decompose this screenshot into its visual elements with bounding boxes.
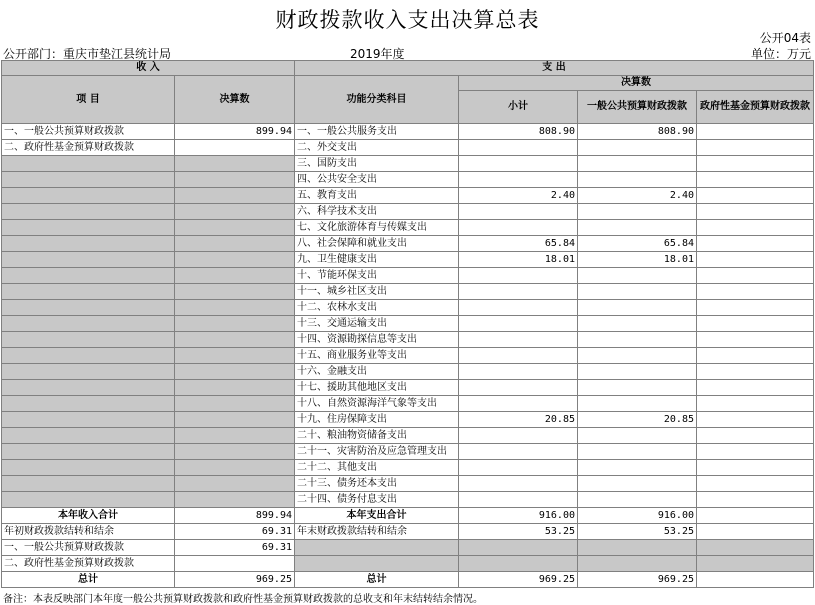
income-amount-cell [175,460,295,476]
expenditure-item-cell: 五、教育支出 [295,188,459,204]
table-row [2,396,814,412]
header-subtotal: 小计 [459,91,578,124]
carry-sub2-amount [175,556,295,572]
expenditure-total-subtotal: 916.00 [459,508,578,524]
carry-sub1-label: 一、一般公共预算财政拨款 [2,540,175,556]
expenditure-item-cell: 十五、商业服务业等支出 [295,348,459,364]
income-amount-cell [175,476,295,492]
unit-label: 单位：万元 [750,47,811,61]
expenditure-item-cell: 十六、金融支出 [295,364,459,380]
income-item-cell [2,412,175,428]
gov-fund-cell [697,444,814,460]
gov-fund-cell [697,140,814,156]
blank-cell [697,540,814,556]
general-budget-cell [578,428,697,444]
expenditure-item-cell: 十、节能环保支出 [295,268,459,284]
general-budget-cell [578,140,697,156]
subtotal-cell [459,444,578,460]
general-budget-cell: 65.84 [578,236,697,252]
general-budget-cell [578,460,697,476]
header-income: 收 入 [2,61,295,76]
income-amount-cell [175,188,295,204]
subtotal-cell [459,172,578,188]
expenditure-item-cell: 二十二、其他支出 [295,460,459,476]
gov-fund-cell [697,492,814,508]
report-table [1,60,814,588]
expenditure-item-cell: 三、国防支出 [295,156,459,172]
general-budget-cell [578,316,697,332]
grand-total-label-left: 总计 [2,572,175,588]
blank-cell [578,556,697,572]
expenditure-item-cell: 十八、自然资源海洋气象等支出 [295,396,459,412]
income-amount-cell [175,332,295,348]
income-amount-cell [175,220,295,236]
general-budget-cell [578,364,697,380]
general-budget-cell [578,380,697,396]
expenditure-item-cell: 二十、粮油物资储备支出 [295,428,459,444]
table-row [2,476,814,492]
gov-fund-cell [697,156,814,172]
expenditure-total-label: 本年支出合计 [295,508,459,524]
general-budget-cell [578,284,697,300]
expenditure-item-cell: 二十三、债务还本支出 [295,476,459,492]
table-row [2,348,814,364]
table-row [2,204,814,220]
subtotal-cell: 65.84 [459,236,578,252]
table-row [2,332,814,348]
income-amount-cell [175,284,295,300]
income-item-cell: 一、一般公共预算财政拨款 [2,124,175,140]
table-row [2,220,814,236]
income-amount-cell [175,380,295,396]
general-budget-cell [578,492,697,508]
subtotal-cell [459,284,578,300]
income-item-cell [2,220,175,236]
subtotal-cell [459,460,578,476]
income-amount-cell [175,300,295,316]
footnote: 备注：本表反映部门本年度一般公共预算财政拨款和政府性基金预算财政拨款的总收支和年末结转结余情况。 [3,594,483,605]
table-row [2,316,814,332]
table-row [2,300,814,316]
income-amount-cell [175,428,295,444]
income-item-cell [2,444,175,460]
gov-fund-cell [697,348,814,364]
gov-fund-cell [697,268,814,284]
income-amount-cell [175,412,295,428]
carryover-sub-row [2,540,814,556]
income-amount-cell [175,268,295,284]
gov-fund-cell [697,284,814,300]
expenditure-item-cell: 十七、援助其他地区支出 [295,380,459,396]
header-expenditure: 支 出 [295,61,814,76]
gov-fund-cell [697,204,814,220]
table-row [2,412,814,428]
income-item-cell [2,396,175,412]
gov-fund-cell [697,476,814,492]
header-final-group: 决算数 [459,76,814,91]
subtotal-cell [459,268,578,284]
income-amount-cell [175,252,295,268]
expenditure-item-cell: 八、社会保障和就业支出 [295,236,459,252]
general-budget-cell [578,444,697,460]
income-amount-cell [175,204,295,220]
income-amount-cell [175,316,295,332]
income-item-cell [2,204,175,220]
grand-total-general: 969.25 [578,572,697,588]
grand-total-amount-left: 969.25 [175,572,295,588]
expenditure-item-cell: 十四、资源勘探信息等支出 [295,332,459,348]
general-budget-cell [578,332,697,348]
carry-start-amount: 69.31 [175,524,295,540]
income-item-cell [2,476,175,492]
table-row [2,140,814,156]
carryover-sub-row [2,556,814,572]
blank-cell [578,540,697,556]
income-item-cell [2,348,175,364]
expenditure-item-cell: 十三、交通运输支出 [295,316,459,332]
table-row [2,428,814,444]
blank-cell [295,556,459,572]
expenditure-item-cell: 七、文化旅游体育与传媒支出 [295,220,459,236]
grand-total-subtotal: 969.25 [459,572,578,588]
table-row [2,236,814,252]
income-amount-cell [175,396,295,412]
table-row [2,252,814,268]
gov-fund-cell [697,124,814,140]
year-label: 2019年度 [350,47,405,61]
carry-start-label: 年初财政拨款结转和结余 [2,524,175,540]
gov-fund-cell [697,364,814,380]
subtotal-cell: 20.85 [459,412,578,428]
table-row [2,492,814,508]
carry-sub2-label: 二、政府性基金预算财政拨款 [2,556,175,572]
header-general-budget: 一般公共预算财政拨款 [578,91,697,124]
general-budget-cell [578,204,697,220]
general-budget-cell [578,396,697,412]
income-amount-cell: 899.94 [175,124,295,140]
gov-fund-cell [697,396,814,412]
department-label: 公开部门：重庆市垫江县统计局 [3,47,172,61]
income-amount-cell [175,156,295,172]
subtotal-cell [459,204,578,220]
carryover-row [2,524,814,540]
income-amount-cell [175,444,295,460]
expenditure-item-cell: 十一、城乡社区支出 [295,284,459,300]
general-budget-cell: 20.85 [578,412,697,428]
header-item: 项 目 [2,76,175,124]
page-title: 财政拨款收入支出决算总表 [275,8,540,32]
income-item-cell [2,188,175,204]
income-item-cell [2,284,175,300]
subtotal-cell [459,316,578,332]
table-row [2,284,814,300]
general-budget-cell: 808.90 [578,124,697,140]
expenditure-total-general: 916.00 [578,508,697,524]
income-item-cell [2,380,175,396]
income-item-cell [2,364,175,380]
expenditure-item-cell: 四、公共安全支出 [295,172,459,188]
grand-total-label-right: 总计 [295,572,459,588]
general-budget-cell [578,348,697,364]
income-item-cell [2,236,175,252]
carry-end-general: 53.25 [578,524,697,540]
gov-fund-cell [697,220,814,236]
income-total-label: 本年收入合计 [2,508,175,524]
carry-end-fund [697,524,814,540]
income-amount-cell [175,348,295,364]
gov-fund-cell [697,380,814,396]
subtotal-cell: 18.01 [459,252,578,268]
income-total-amount: 899.94 [175,508,295,524]
header-final-amount: 决算数 [175,76,295,124]
subtotal-cell: 2.40 [459,188,578,204]
carry-end-subtotal: 53.25 [459,524,578,540]
income-amount-cell [175,236,295,252]
income-item-cell [2,460,175,476]
header-func-class: 功能分类科目 [295,76,459,124]
gov-fund-cell [697,428,814,444]
subtotal-cell [459,476,578,492]
income-item-cell [2,156,175,172]
gov-fund-cell [697,172,814,188]
subtotal-cell [459,140,578,156]
general-budget-cell: 18.01 [578,252,697,268]
table-row [2,380,814,396]
income-item-cell [2,268,175,284]
expenditure-item-cell: 二、外交支出 [295,140,459,156]
subtotal-cell [459,156,578,172]
grand-total-fund [697,572,814,588]
table-row [2,460,814,476]
gov-fund-cell [697,300,814,316]
gov-fund-cell [697,188,814,204]
table-row [2,364,814,380]
subtotal-cell [459,380,578,396]
table-row [2,188,814,204]
gov-fund-cell [697,316,814,332]
income-item-cell [2,332,175,348]
general-budget-cell [578,156,697,172]
table-row [2,444,814,460]
form-code: 公开04表 [759,31,811,45]
income-item-cell: 二、政府性基金预算财政拨款 [2,140,175,156]
subtotal-cell [459,220,578,236]
table-row [2,268,814,284]
blank-cell [459,540,578,556]
blank-cell [697,556,814,572]
carry-sub1-amount: 69.31 [175,540,295,556]
expenditure-item-cell: 十二、农林水支出 [295,300,459,316]
blank-cell [295,540,459,556]
income-amount-cell [175,492,295,508]
expenditure-item-cell: 一、一般公共服务支出 [295,124,459,140]
subtotal-cell [459,492,578,508]
income-item-cell [2,492,175,508]
expenditure-item-cell: 十九、住房保障支出 [295,412,459,428]
gov-fund-cell [697,252,814,268]
subtotal-cell [459,396,578,412]
general-budget-cell [578,476,697,492]
subtotal-cell [459,348,578,364]
income-item-cell [2,300,175,316]
carry-end-label: 年末财政拨款结转和结余 [295,524,459,540]
general-budget-cell [578,268,697,284]
gov-fund-cell [697,236,814,252]
income-item-cell [2,252,175,268]
subtotal-cell [459,332,578,348]
expenditure-item-cell: 九、卫生健康支出 [295,252,459,268]
expenditure-total-fund [697,508,814,524]
gov-fund-cell [697,412,814,428]
subtotal-cell [459,428,578,444]
income-item-cell [2,316,175,332]
income-item-cell [2,428,175,444]
general-budget-cell [578,300,697,316]
income-amount-cell [175,364,295,380]
income-item-cell [2,172,175,188]
gov-fund-cell [697,332,814,348]
blank-cell [459,556,578,572]
subtotal-cell: 808.90 [459,124,578,140]
table-row [2,156,814,172]
table-row [2,124,814,140]
gov-fund-cell [697,460,814,476]
income-amount-cell [175,172,295,188]
income-amount-cell [175,140,295,156]
grand-total-row [2,572,814,588]
subtotal-cell [459,364,578,380]
expenditure-item-cell: 二十四、债务付息支出 [295,492,459,508]
expenditure-item-cell: 六、科学技术支出 [295,204,459,220]
table-row [2,172,814,188]
subtotal-cell [459,300,578,316]
expenditure-item-cell: 二十一、灾害防治及应急管理支出 [295,444,459,460]
general-budget-cell: 2.40 [578,188,697,204]
general-budget-cell [578,172,697,188]
totals-row [2,508,814,524]
header-gov-fund: 政府性基金预算财政拨款 [697,91,814,124]
general-budget-cell [578,220,697,236]
